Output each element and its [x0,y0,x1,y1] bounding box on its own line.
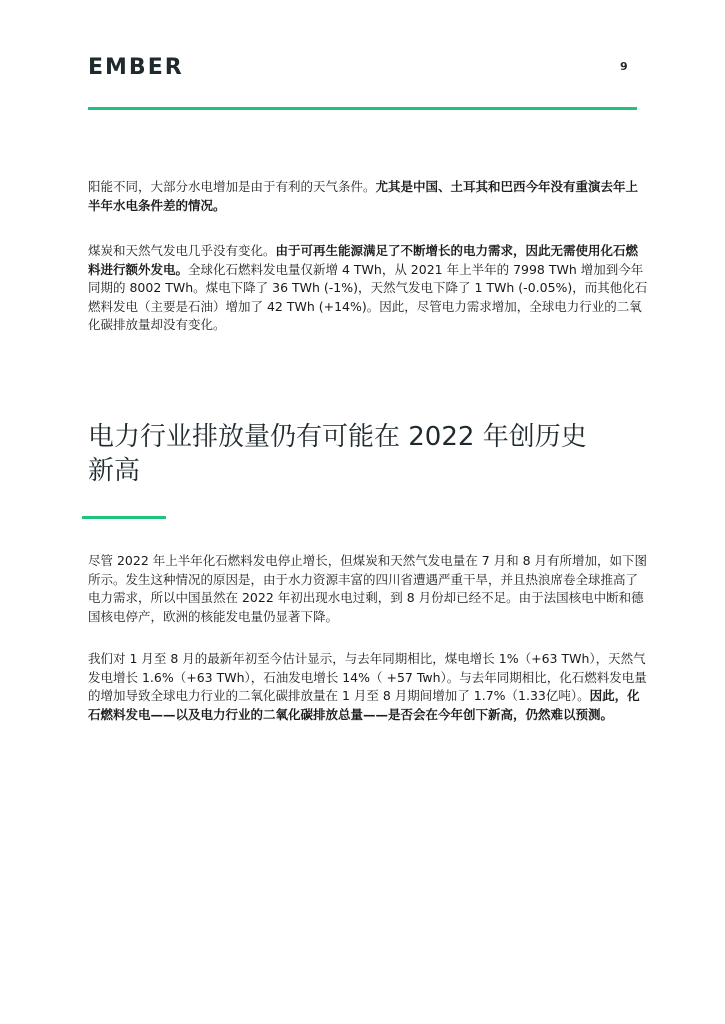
paragraph-fossil-text: 全球化石燃料发电量仅新增 4 TWh，从 2021 年上半年的 7998 TWh 增加到今年同期的 8002 TWh。煤电下降了 36 TWh (-1%)，天然气发电下降了 1 TWh (-0.05%)，而其他化石燃料发电（主要是石油）增加了 42 TWh (+14%)。因此，尽管电力需求增加，全球电力行业的二氧化碳排放量却没有变化。 [88,261,648,332]
paragraph-estimate-bold: 因此，化石燃料发电——以及电力行业的二氧化碳排放总量——是否会在今年创下新高，仍然难以预测。 [88,688,640,722]
paragraph-hydro-text: 阳能不同，大部分水电增加是由于有利的天气条件。 [88,179,376,194]
paragraph-july-august: 尽管 2022 年上半年化石燃料发电停止增长，但煤炭和天然气发电量在 7 月和 8 月有所增加，如下图所示。发生这种情况的原因是，由于水力资源丰富的四川省遭遇严重干旱，并且热浪席卷全球推高了电力需求，所以中国虽然在 2022 年初出现水电过剩，到 8 月份却已经不足。由于法国核电中断和德国核电停产，欧洲的核能发电量仍显著下降。 [88,553,648,624]
header-divider [88,107,637,110]
paragraph-estimate-text: 我们对 1 月至 8 月的最新年初至今估计显示，与去年同期相比，煤电增长 1%（+63 TWh），天然气发电增长 1.6%（+63 TWh），石油发电增长 14%（ +57 Twh）。与去年同期相比，化石燃料发电量的增加导致全球电力行业的二氧化碳排放量在 1 月至 8 月期间增加了 1.7%（1.33亿吨）。 [88,651,647,703]
section-title: 电力行业排放量仍有可能在 2022 年创历史新高 [88,422,587,486]
ember-logo: EMBER [88,55,184,80]
paragraph-fossil-lead: 煤炭和天然气发电几乎没有变化。 [88,243,276,258]
section-title-underline [82,516,166,519]
paragraph-fossil [88,242,648,335]
paragraph-hydro-bold: 尤其是中国、土耳其和巴西今年没有重演去年上半年水电条件差的情况。 [88,179,639,213]
paragraph-fossil-bold: 由于可再生能源满足了不断增长的电力需求，因此无需使用化石燃料进行额外发电。 [88,243,639,277]
paragraph-hydro [88,178,648,215]
paragraph-estimate [88,650,648,724]
page-number: 9 [620,60,628,73]
